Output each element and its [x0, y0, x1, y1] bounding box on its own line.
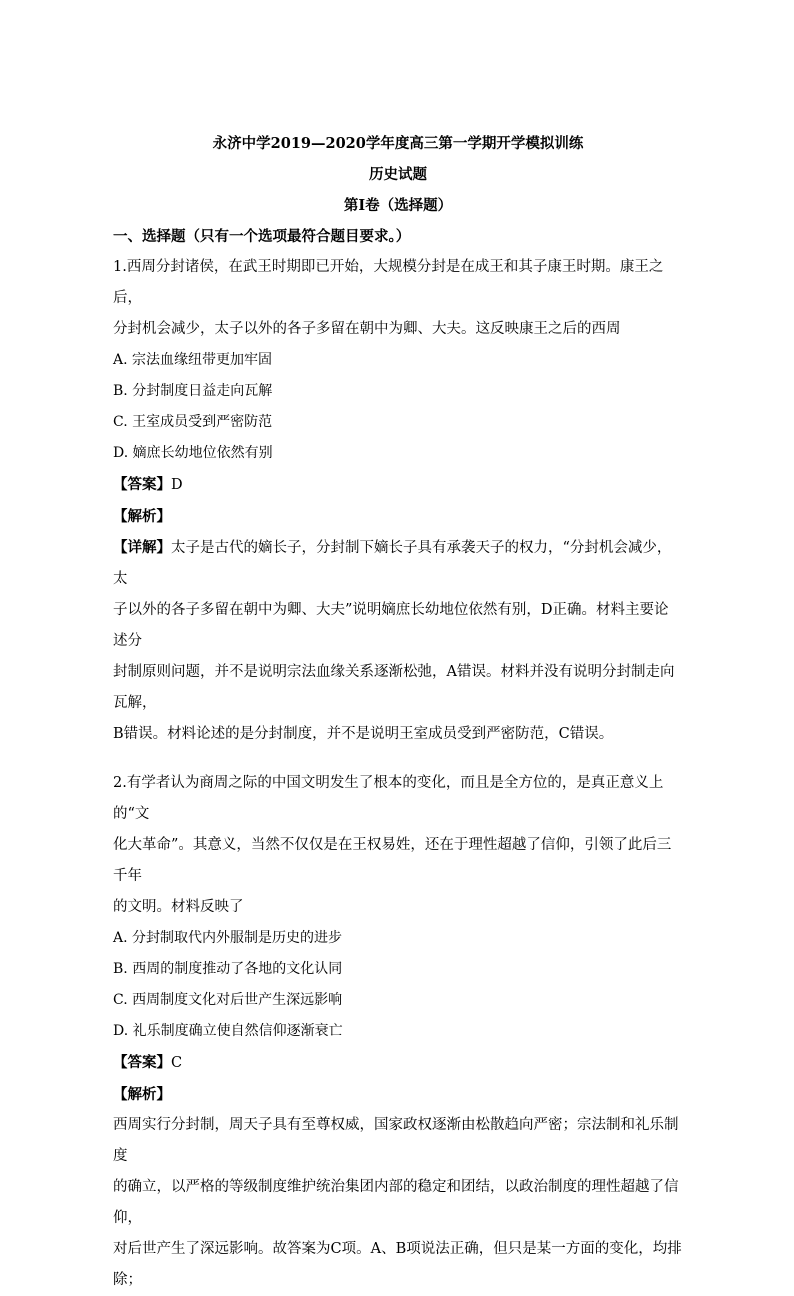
q2-option-d: D. 礼乐制度确立使自然信仰逐渐衰亡 — [113, 1023, 343, 1039]
q1-stem-line: 1.西周分封诸侯，在武王时期即已开始，大规模分封是在成王和其子康王时期。康王之后， — [113, 259, 664, 306]
q2-analysis-line: 西周实行分封制，周天子具有至尊权威，国家政权逐渐由松散趋向严密；宗法制和礼乐制度 — [113, 1117, 679, 1164]
answer-label: 【答案】 — [113, 476, 171, 493]
q1-detail-line: B错误。材料论述的是分封制度，并不是说明王室成员受到严密防范，C错误。 — [113, 726, 614, 742]
detail-label: 【详解】 — [113, 539, 171, 556]
q1-detail-line — [113, 532, 683, 595]
answer-value: C — [171, 1055, 183, 1071]
q1-option-b: B. 分封制度日益走向瓦解 — [113, 383, 273, 399]
q1-option-d: D. 嫡庶长幼地位依然有别 — [113, 445, 273, 461]
q1-option-c: C. 王室成员受到严密防范 — [113, 414, 273, 430]
section-heading: 一、选择题（只有一个选项最符合题目要求。） — [113, 228, 411, 245]
q2-answer — [113, 1047, 683, 1079]
q1-answer — [113, 469, 683, 501]
q2-analysis-label: 【解析】 — [113, 1086, 171, 1103]
answer-value: D — [171, 477, 183, 493]
q2-stem-line: 化大革命”。其意义，当然不仅仅是在王权易姓，还在于理性超越了信仰，引领了此后三千年 — [113, 837, 672, 884]
detail-text: 太子是古代的嫡长子，分封制下嫡长子具有承袭天子的权力，“分封机会减少，太 — [113, 540, 672, 587]
q1-detail-line: 封制原则问题，并不是说明宗法血缘关系逐渐松弛，A错误。材料并没有说明分封制走向瓦解， — [113, 664, 675, 711]
answer-label: 【答案】 — [113, 1054, 171, 1071]
document-page — [113, 128, 683, 1296]
q1-analysis-label: 【解析】 — [113, 508, 171, 525]
question-2 — [113, 768, 683, 1296]
exam-subject: 历史试题 — [369, 166, 427, 183]
q2-stem-line: 的文明。材料反映了 — [113, 899, 244, 915]
q1-detail-line: 子以外的各子多留在朝中为卿、大夫”说明嫡庶长幼地位依然有别，D正确。材料主要论述分 — [113, 602, 669, 649]
spacer — [113, 750, 683, 768]
q1-option-a: A. 宗法血缘纽带更加牢固 — [113, 352, 273, 368]
exam-volume: 第Ⅰ卷（选择题） — [343, 197, 453, 214]
q2-option-b: B. 西周的制度推动了各地的文化认同 — [113, 961, 343, 977]
q2-option-c: C. 西周制度文化对后世产生深远影响 — [113, 992, 343, 1008]
question-1 — [113, 252, 683, 750]
q2-analysis-line: 对后世产生了深远影响。故答案为C项。A、B项说法正确，但只是某一方面的变化，均排除； — [113, 1241, 682, 1288]
q2-stem-line: 2.有学者认为商周之际的中国文明发生了根本的变化，而且是全方位的，是真正意义上的“文 — [113, 775, 664, 822]
q2-option-a: A. 分封制取代内外服制是历史的进步 — [113, 930, 343, 946]
q1-stem-line: 分封机会减少，太子以外的各子多留在朝中为卿、大夫。这反映康王之后的西周 — [113, 321, 621, 337]
exam-title: 永济中学2019—2020学年度高三第一学期开学模拟训练 — [212, 135, 584, 152]
q2-analysis-line: 的确立，以严格的等级制度维护统治集团内部的稳定和团结，以政治制度的理性超越了信仰， — [113, 1179, 679, 1226]
